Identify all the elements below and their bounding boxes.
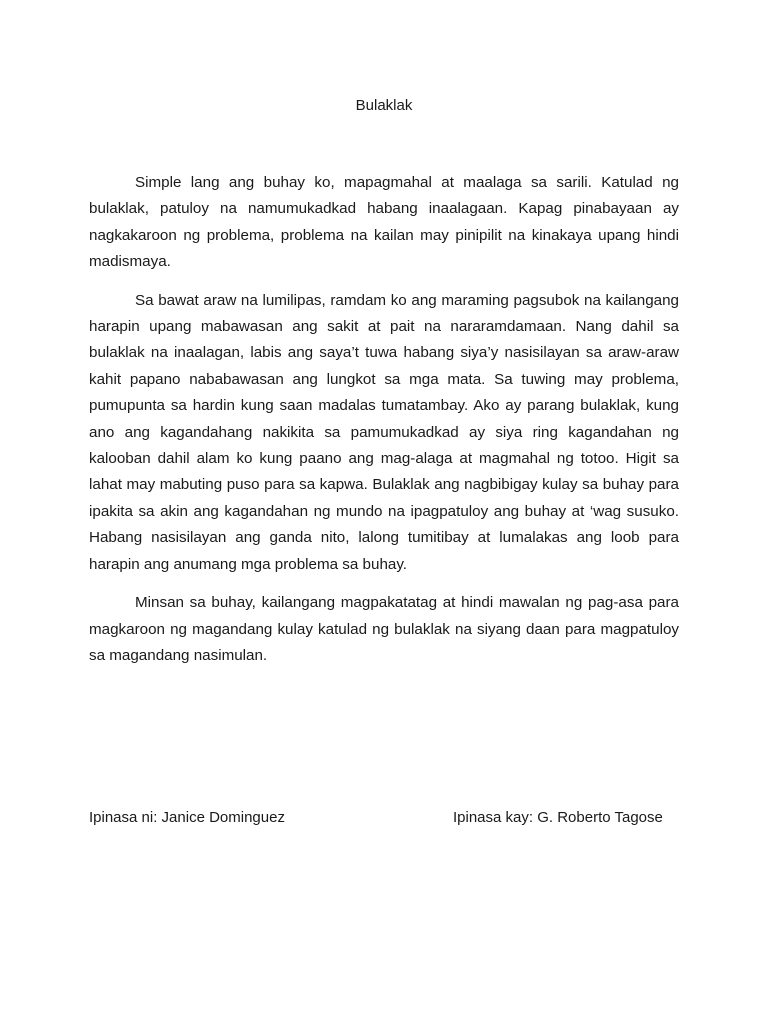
submitted-to: Ipinasa kay: G. Roberto Tagose: [453, 809, 663, 826]
paragraph-2: Sa bawat araw na lumilipas, ramdam ko ang maraming pagsubok na kailangang harapin upang mabawasan ang sakit at pait na nararamdamaan. Nang dahil sa bulaklak na inaalagan, labis ang saya’t tuwa habang siya’y nasisilayan sa araw-araw kahit papano nababawasan ang lungkot sa mga mata. Sa tuwing may problema, pumupunta sa hardin kung saan madalas tumatambay. Ako ay parang bulaklak, kung ano ang kagandahang nakikita sa pamumukadkad ay siya ring kagandahan ng kalooban dahil alam ko kung paano ang mag-alaga at magmahal ng totoo. Higit sa lahat may mabuting puso para sa kapwa. Bulaklak ang nagbibigay kulay sa buhay para ipakita sa akin ang kagandahan ng mundo na ipagpatuloy ang buhay at ‘wag susuko. Habang nasisilayan ang ganda nito, lalong tumitibay at lumalakas ang loob para harapin ang anumang mga problema sa buhay.: [89, 291, 679, 573]
paragraph-1: Simple lang ang buhay ko, mapagmahal at maalaga sa sarili. Katulad ng bulaklak, patuloy na namumukadkad habang inaalagaan. Kapag pinabayaan ay nagkakaroon ng problema, problema na kailan may pinipilit na kinakaya upang hindi madismaya.: [89, 174, 679, 271]
submitted-by: Ipinasa ni: Janice Dominguez: [89, 809, 285, 826]
document-title: Bulaklak: [355, 97, 413, 114]
document-body: [89, 170, 679, 681]
paragraph-3: Minsan sa buhay, kailangang magpakatatag at hindi mawalan ng pag-asa para magkaroon ng magandang kulay katulad ng bulaklak na siyang daan para magpatuloy sa magandang nasimulan.: [89, 594, 679, 664]
